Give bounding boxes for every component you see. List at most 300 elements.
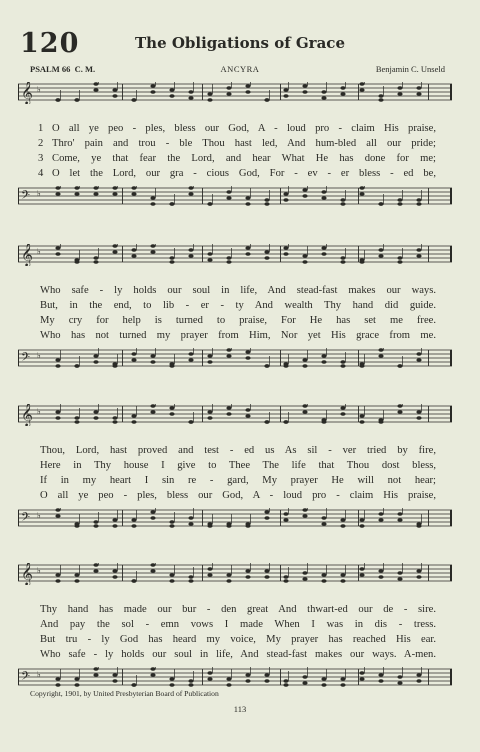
notehead bbox=[188, 516, 193, 520]
verse-number: 4 bbox=[38, 168, 44, 179]
lyric-text: Here in Thy house I give to Thee The life that Thou dost bless, bbox=[40, 460, 436, 471]
bass-staff bbox=[18, 508, 452, 528]
notehead bbox=[74, 186, 79, 190]
notehead bbox=[93, 520, 98, 524]
notehead bbox=[55, 579, 60, 583]
barline bbox=[122, 188, 123, 204]
notehead bbox=[93, 192, 98, 196]
notehead bbox=[150, 510, 155, 514]
notehead bbox=[245, 84, 250, 88]
notehead bbox=[302, 260, 307, 264]
notehead bbox=[150, 516, 155, 520]
notehead bbox=[397, 256, 402, 260]
notehead bbox=[207, 573, 212, 577]
notehead bbox=[188, 186, 193, 190]
notehead bbox=[397, 364, 402, 368]
treble-staff-drawing bbox=[18, 563, 452, 585]
hymn-title: The Obligations of Grace bbox=[135, 34, 345, 52]
notehead bbox=[321, 252, 326, 256]
notehead bbox=[93, 88, 98, 92]
barline bbox=[202, 406, 203, 422]
barline bbox=[428, 246, 429, 262]
notehead bbox=[188, 90, 193, 94]
barline bbox=[358, 246, 359, 262]
barline bbox=[450, 350, 452, 366]
notehead bbox=[150, 569, 155, 573]
notehead bbox=[283, 246, 288, 250]
notehead bbox=[416, 202, 421, 206]
notehead bbox=[245, 356, 250, 360]
notehead bbox=[207, 524, 212, 528]
notehead bbox=[264, 364, 269, 368]
notehead bbox=[207, 252, 212, 256]
notehead bbox=[226, 86, 231, 90]
notehead bbox=[245, 90, 250, 94]
notehead bbox=[397, 577, 402, 581]
notehead bbox=[359, 671, 364, 675]
notehead bbox=[245, 673, 250, 677]
barline bbox=[280, 510, 281, 526]
notehead bbox=[131, 352, 136, 356]
notehead bbox=[245, 679, 250, 683]
notehead bbox=[188, 522, 193, 526]
notehead bbox=[378, 98, 383, 102]
barline bbox=[428, 350, 429, 366]
composer: Benjamin C. Unseld bbox=[375, 64, 445, 74]
notehead bbox=[416, 254, 421, 258]
treble-clef-icon: 𝄞 bbox=[21, 244, 33, 266]
notehead bbox=[283, 94, 288, 98]
notehead bbox=[321, 573, 326, 577]
notehead bbox=[264, 198, 269, 202]
notehead bbox=[302, 188, 307, 192]
flat-key-signature-icon: ♭ bbox=[37, 247, 41, 256]
barline bbox=[428, 669, 429, 685]
barline bbox=[358, 188, 359, 204]
notehead bbox=[378, 569, 383, 573]
notehead bbox=[321, 354, 326, 358]
barline bbox=[202, 246, 203, 262]
notehead bbox=[302, 254, 307, 258]
notehead bbox=[150, 84, 155, 88]
barline bbox=[122, 406, 123, 422]
notehead bbox=[378, 673, 383, 677]
barline bbox=[450, 188, 452, 204]
notehead bbox=[321, 516, 326, 520]
notehead bbox=[55, 98, 60, 102]
notehead bbox=[226, 354, 231, 358]
notehead bbox=[207, 677, 212, 681]
notehead bbox=[283, 579, 288, 583]
notehead bbox=[302, 194, 307, 198]
notehead bbox=[169, 260, 174, 264]
notehead bbox=[359, 567, 364, 571]
barline bbox=[202, 565, 203, 581]
notehead bbox=[340, 412, 345, 416]
lyric-line bbox=[18, 167, 452, 180]
notehead bbox=[397, 198, 402, 202]
notehead bbox=[264, 420, 269, 424]
notehead bbox=[74, 677, 79, 681]
notehead bbox=[359, 677, 364, 681]
barline bbox=[122, 350, 123, 366]
notehead bbox=[378, 679, 383, 683]
notehead bbox=[112, 244, 117, 248]
notehead bbox=[302, 577, 307, 581]
notehead bbox=[226, 524, 231, 528]
lyric-line bbox=[18, 489, 452, 502]
notehead bbox=[226, 683, 231, 687]
barline bbox=[122, 246, 123, 262]
notehead bbox=[226, 677, 231, 681]
notehead bbox=[93, 569, 98, 573]
notehead bbox=[74, 98, 79, 102]
lyric-text: Thy hand has made our bur - den great And thwart-ed our de - sire. bbox=[40, 604, 436, 615]
notehead bbox=[397, 202, 402, 206]
barline bbox=[358, 510, 359, 526]
lyric-text: Thou, Lord, hast proved and test - ed us As sil - ver tried by fire, bbox=[40, 445, 436, 456]
notehead bbox=[340, 573, 345, 577]
lyric-text: Who has not turned my prayer from Him, Nor yet His grace from me. bbox=[40, 330, 436, 341]
lyric-text: And pay the sol - emn vows I made When I was in dis - tress. bbox=[40, 619, 436, 630]
notehead bbox=[112, 518, 117, 522]
lyric-text: Who safe - ly holds our soul in life, And stead-fast makes our ways. A-men. bbox=[40, 649, 436, 660]
notehead bbox=[245, 246, 250, 250]
notehead bbox=[131, 518, 136, 522]
notehead bbox=[321, 246, 326, 250]
notehead bbox=[340, 360, 345, 364]
notehead bbox=[378, 354, 383, 358]
notehead bbox=[245, 408, 250, 412]
notehead bbox=[264, 516, 269, 520]
notehead bbox=[416, 352, 421, 356]
barline bbox=[202, 188, 203, 204]
notehead bbox=[74, 579, 79, 583]
notehead bbox=[416, 569, 421, 573]
notehead bbox=[169, 406, 174, 410]
notehead bbox=[55, 186, 60, 190]
notehead bbox=[397, 404, 402, 408]
bass-staff-drawing bbox=[18, 348, 452, 370]
notehead bbox=[169, 683, 174, 687]
barline bbox=[18, 669, 19, 685]
notehead bbox=[245, 569, 250, 573]
notehead bbox=[207, 416, 212, 420]
lyric-line bbox=[18, 152, 452, 165]
meter: C. M. bbox=[74, 64, 96, 74]
barline bbox=[122, 565, 123, 581]
notehead bbox=[131, 186, 136, 190]
notehead bbox=[321, 90, 326, 94]
barline bbox=[280, 406, 281, 422]
notehead bbox=[340, 202, 345, 206]
barline bbox=[280, 669, 281, 685]
notehead bbox=[283, 512, 288, 516]
notehead bbox=[302, 404, 307, 408]
notehead bbox=[55, 416, 60, 420]
lyric-text: O all ye peo - ples, bless our God, A - loud pro - claim His praise, bbox=[52, 123, 436, 134]
notehead bbox=[264, 98, 269, 102]
notehead bbox=[283, 683, 288, 687]
notehead bbox=[340, 677, 345, 681]
notehead bbox=[226, 196, 231, 200]
notehead bbox=[150, 360, 155, 364]
notehead bbox=[226, 256, 231, 260]
barline bbox=[18, 510, 19, 526]
verse-number: 1 bbox=[38, 123, 44, 134]
notehead bbox=[74, 364, 79, 368]
barline bbox=[428, 565, 429, 581]
verse-number: 3 bbox=[38, 153, 44, 164]
notehead bbox=[321, 420, 326, 424]
flat-key-signature-icon: ♭ bbox=[37, 511, 41, 520]
notehead bbox=[283, 364, 288, 368]
notehead bbox=[169, 677, 174, 681]
notehead bbox=[131, 98, 136, 102]
notehead bbox=[283, 420, 288, 424]
notehead bbox=[188, 352, 193, 356]
notehead bbox=[245, 252, 250, 256]
flat-key-signature-icon: ♭ bbox=[37, 407, 41, 416]
barline bbox=[358, 565, 359, 581]
notehead bbox=[397, 92, 402, 96]
barline bbox=[428, 510, 429, 526]
notehead bbox=[340, 524, 345, 528]
lyric-text: O let the Lord, our gra - cious God, For - ev - er bless - ed be, bbox=[52, 168, 436, 179]
treble-clef-icon: 𝄞 bbox=[21, 82, 33, 104]
notehead bbox=[378, 575, 383, 579]
barline bbox=[358, 350, 359, 366]
notehead bbox=[150, 673, 155, 677]
notehead bbox=[359, 192, 364, 196]
flat-key-signature-icon: ♭ bbox=[37, 85, 41, 94]
notehead bbox=[302, 364, 307, 368]
bass-clef-icon: 𝄢 bbox=[21, 670, 31, 686]
notehead bbox=[150, 196, 155, 200]
notehead bbox=[302, 90, 307, 94]
bass-staff-drawing bbox=[18, 667, 452, 689]
barline bbox=[450, 669, 452, 685]
lyric-line bbox=[18, 459, 452, 472]
bass-staff bbox=[18, 186, 452, 206]
barline bbox=[122, 510, 123, 526]
notehead bbox=[359, 518, 364, 522]
notehead bbox=[131, 524, 136, 528]
notehead bbox=[112, 94, 117, 98]
notehead bbox=[169, 364, 174, 368]
flat-key-signature-icon: ♭ bbox=[37, 189, 41, 198]
notehead bbox=[131, 192, 136, 196]
notehead bbox=[283, 252, 288, 256]
barline bbox=[428, 188, 429, 204]
notehead bbox=[93, 667, 98, 671]
notehead bbox=[93, 82, 98, 86]
notehead bbox=[245, 414, 250, 418]
bass-staff-drawing bbox=[18, 508, 452, 530]
notehead bbox=[245, 202, 250, 206]
lyric-text: My cry for help is turned to praise, For He has set me free. bbox=[40, 315, 436, 326]
notehead bbox=[131, 579, 136, 583]
copyright-notice: Copyright, 1901, by United Presbyterian Board of Publication bbox=[30, 689, 219, 698]
lyric-text: But tru - ly God has heard my voice, My prayer has reached His ear. bbox=[40, 634, 436, 645]
notehead bbox=[340, 198, 345, 202]
notehead bbox=[264, 202, 269, 206]
lyric-text: Thro' pain and trou - ble Thou hast led, And hum-bled all our pride; bbox=[52, 138, 436, 149]
lyric-line bbox=[18, 299, 452, 312]
notehead bbox=[397, 512, 402, 516]
notehead bbox=[207, 92, 212, 96]
notehead bbox=[359, 364, 364, 368]
notehead bbox=[416, 575, 421, 579]
notehead bbox=[264, 569, 269, 573]
notehead bbox=[207, 360, 212, 364]
notehead bbox=[169, 256, 174, 260]
treble-staff bbox=[18, 82, 452, 102]
notehead bbox=[74, 192, 79, 196]
notehead bbox=[397, 410, 402, 414]
notehead bbox=[359, 524, 364, 528]
notehead bbox=[169, 524, 174, 528]
page-number: 113 bbox=[233, 704, 247, 714]
notehead bbox=[74, 416, 79, 420]
notehead bbox=[112, 364, 117, 368]
barline bbox=[450, 246, 452, 262]
notehead bbox=[112, 416, 117, 420]
notehead bbox=[264, 673, 269, 677]
lyric-line bbox=[18, 603, 452, 616]
notehead bbox=[378, 348, 383, 352]
notehead bbox=[74, 683, 79, 687]
notehead bbox=[207, 258, 212, 262]
notehead bbox=[416, 679, 421, 683]
notehead bbox=[112, 192, 117, 196]
hymn-number: 120 bbox=[20, 28, 80, 59]
bass-staff-drawing bbox=[18, 186, 452, 208]
notehead bbox=[378, 518, 383, 522]
psalm-ref: PSALM 66 bbox=[30, 64, 71, 74]
lyric-line bbox=[18, 633, 452, 646]
notehead bbox=[55, 683, 60, 687]
notehead bbox=[416, 673, 421, 677]
notehead bbox=[112, 679, 117, 683]
notehead bbox=[302, 571, 307, 575]
notehead bbox=[55, 246, 60, 250]
notehead bbox=[207, 98, 212, 102]
notehead bbox=[321, 677, 326, 681]
notehead bbox=[340, 406, 345, 410]
treble-staff bbox=[18, 563, 452, 583]
lyric-line bbox=[18, 137, 452, 150]
notehead bbox=[131, 358, 136, 362]
notehead bbox=[302, 514, 307, 518]
notehead bbox=[416, 416, 421, 420]
notehead bbox=[264, 256, 269, 260]
notehead bbox=[112, 88, 117, 92]
notehead bbox=[359, 260, 364, 264]
notehead bbox=[302, 84, 307, 88]
notehead bbox=[416, 358, 421, 362]
notehead bbox=[112, 250, 117, 254]
notehead bbox=[150, 410, 155, 414]
notehead bbox=[55, 410, 60, 414]
notehead bbox=[378, 94, 383, 98]
bass-clef-icon: 𝄢 bbox=[21, 351, 31, 367]
notehead bbox=[416, 86, 421, 90]
notehead bbox=[93, 186, 98, 190]
barline bbox=[450, 84, 452, 100]
notehead bbox=[340, 260, 345, 264]
notehead bbox=[397, 86, 402, 90]
notehead bbox=[416, 248, 421, 252]
notehead bbox=[264, 575, 269, 579]
notehead bbox=[321, 190, 326, 194]
notehead bbox=[131, 248, 136, 252]
barline bbox=[280, 350, 281, 366]
notehead bbox=[207, 354, 212, 358]
notehead bbox=[112, 420, 117, 424]
notehead bbox=[93, 260, 98, 264]
notehead bbox=[150, 250, 155, 254]
notehead bbox=[226, 573, 231, 577]
notehead bbox=[226, 579, 231, 583]
barline bbox=[280, 246, 281, 262]
notehead bbox=[169, 202, 174, 206]
barline bbox=[202, 350, 203, 366]
notehead bbox=[169, 573, 174, 577]
notehead bbox=[112, 569, 117, 573]
barline bbox=[18, 406, 19, 422]
notehead bbox=[74, 420, 79, 424]
notehead bbox=[302, 675, 307, 679]
barline bbox=[280, 188, 281, 204]
notehead bbox=[93, 256, 98, 260]
barline bbox=[202, 84, 203, 100]
notehead bbox=[340, 364, 345, 368]
lyric-line bbox=[18, 648, 452, 661]
notehead bbox=[397, 681, 402, 685]
notehead bbox=[188, 420, 193, 424]
barline bbox=[18, 246, 19, 262]
notehead bbox=[359, 186, 364, 190]
treble-staff-drawing bbox=[18, 404, 452, 426]
notehead bbox=[359, 573, 364, 577]
notehead bbox=[131, 420, 136, 424]
barline bbox=[450, 406, 452, 422]
notehead bbox=[112, 524, 117, 528]
lyric-line bbox=[18, 618, 452, 631]
notehead bbox=[55, 677, 60, 681]
notehead bbox=[340, 86, 345, 90]
barline bbox=[358, 406, 359, 422]
lyric-line bbox=[18, 122, 452, 135]
flat-key-signature-icon: ♭ bbox=[37, 351, 41, 360]
notehead bbox=[226, 412, 231, 416]
lyric-text: Come, ye that fear the Lord, and hear What He has done for me; bbox=[52, 153, 436, 164]
treble-clef-icon: 𝄞 bbox=[21, 404, 33, 426]
barline bbox=[358, 669, 359, 685]
tune-name: ANCYRA bbox=[220, 64, 260, 74]
notehead bbox=[397, 260, 402, 264]
lyric-text: But, in the end, to lib - er - ty And wealth Thy hand did guide. bbox=[40, 300, 436, 311]
notehead bbox=[283, 518, 288, 522]
notehead bbox=[188, 96, 193, 100]
notehead bbox=[112, 186, 117, 190]
notehead bbox=[131, 414, 136, 418]
notehead bbox=[131, 254, 136, 258]
notehead bbox=[340, 92, 345, 96]
notehead bbox=[55, 514, 60, 518]
lyric-text: O all ye peo - ples, bless our God, A - loud pro - claim His praise, bbox=[40, 490, 436, 501]
